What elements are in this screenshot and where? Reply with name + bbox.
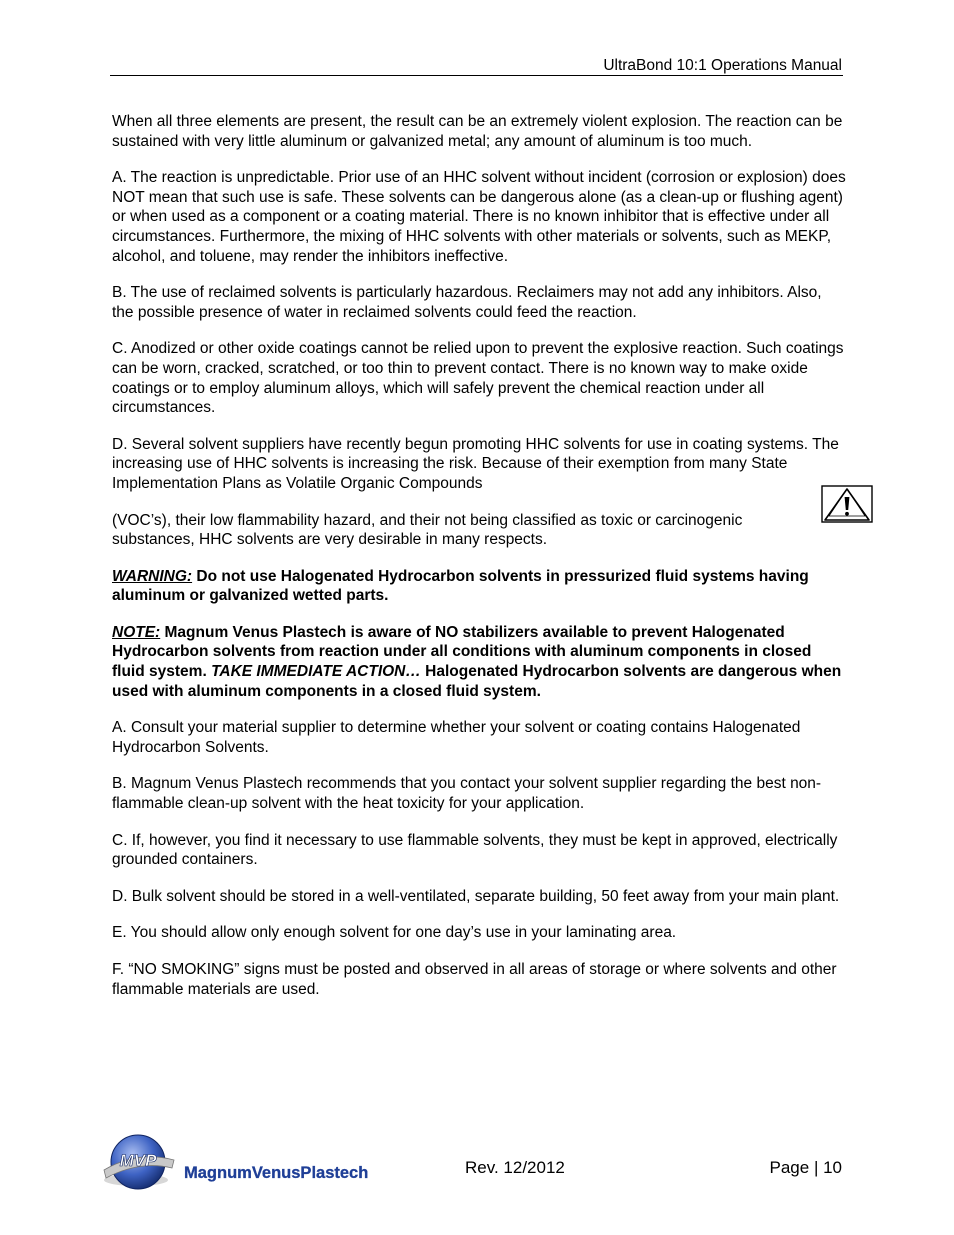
paragraph-c-anodized: C. Anodized or other oxide coatings cannot be relied upon to prevent the explosive reaction. Such coatings can be worn, cracked, scratched, or too thin to prevent contact. There is no known way to make oxide coatings or to employ aluminum alloys, which will safely prevent the chemical reaction under all circumstances.: [112, 340, 844, 417]
logo-name: MagnumVenusPlastech: [184, 1164, 369, 1182]
header-rule: [110, 75, 843, 76]
header-title: UltraBond 10:1 Operations Manual: [603, 57, 842, 74]
footer: [100, 1130, 845, 1200]
note-action: TAKE IMMEDIATE ACTION…: [211, 663, 421, 681]
warning-label: WARNING:: [112, 567, 193, 585]
warning-triangle-icon: [821, 485, 873, 523]
paragraph-c-flammable: C. If, however, you find it necessary to use flammable solvents, they must be kept in approved, electrically grounded containers.: [112, 831, 838, 869]
paragraph-f-no-smoking: F. “NO SMOKING” signs must be posted and observed in all areas of storage or where solvents and other flammable materials are used.: [112, 961, 837, 998]
logo-mark: MVP: [119, 1151, 157, 1170]
warning-text: Do not use Halogenated Hydrocarbon solvents in pressurized fluid systems having aluminum or galvanized wetted parts.: [112, 567, 809, 605]
note-paragraph: [112, 623, 847, 701]
paragraph-voc: (VOC’s), their low flammability hazard, and their not being classified as toxic or carcinogenic substances, HHC solvents are very desirable in many respects.: [112, 511, 743, 549]
page-number: Page | 10: [769, 1158, 842, 1177]
warning-paragraph: [112, 567, 847, 606]
paragraph-b-reclaimed: B. The use of reclaimed solvents is particularly hazardous. Reclaimers may not add any inhibitors. Also, the possible presence of water in reclaimed solvents could feed the reaction.: [112, 284, 822, 321]
note-text-2: Halogenated Hydrocarbon solvents are dangerous when used with aluminum components in a closed fluid system.: [112, 663, 842, 700]
paragraph-a-consult: A. Consult your material supplier to determine whether your solvent or coating contains Halogenated Hydrocarbon Solvents.: [112, 719, 801, 756]
company-logo: [100, 1132, 390, 1194]
paragraph-e-one-day: E. You should allow only enough solvent for one day’s use in your laminating area.: [112, 924, 677, 942]
note-text-1: Magnum Venus Plastech is aware of NO stabilizers available to prevent Halogenated Hydrocarbon solvents from reaction under all conditions with aluminum components in closed fluid system.: [112, 623, 812, 681]
paragraph-explosion: When all three elements are present, the result can be an extremely violent explosion. The reaction can be sustained with very little aluminum or galvanized metal; any amount of aluminum is too much.: [112, 113, 843, 150]
paragraph-a-unpredictable: A. The reaction is unpredictable. Prior use of an HHC solvent without incident (corrosion or explosion) does NOT mean that such use is safe. These solvents can be dangerous alone (as a clean-up or flushing agent) or when used as a component or a coating material. There is no known inhibitor that is effective under all circumstances. Furthermore, the mixing of HHC solvents with other materials or solvents, such as MEKP, alcohol, and toluene, may render the inhibitors ineffective.: [112, 169, 846, 265]
voc-row: [112, 511, 847, 550]
note-label: NOTE:: [112, 623, 161, 641]
paragraph-d-bulk: D. Bulk solvent should be stored in a well-ventilated, separate building, 50 feet away from your main plant.: [112, 887, 840, 905]
paragraph-b-recommend: B. Magnum Venus Plastech recommends that you contact your solvent supplier regarding the best non-flammable clean-up solvent with the heat toxicity for your application.: [112, 775, 822, 813]
paragraph-d-suppliers: D. Several solvent suppliers have recently begun promoting HHC solvents for use in coating systems. The increasing use of HHC solvents is increasing the risk. Because of their exemption from many State Implementation Plans as Volatile Organic Compounds: [112, 435, 839, 492]
revision-date: Rev. 12/2012: [465, 1158, 565, 1177]
page-content: [112, 112, 847, 1016]
